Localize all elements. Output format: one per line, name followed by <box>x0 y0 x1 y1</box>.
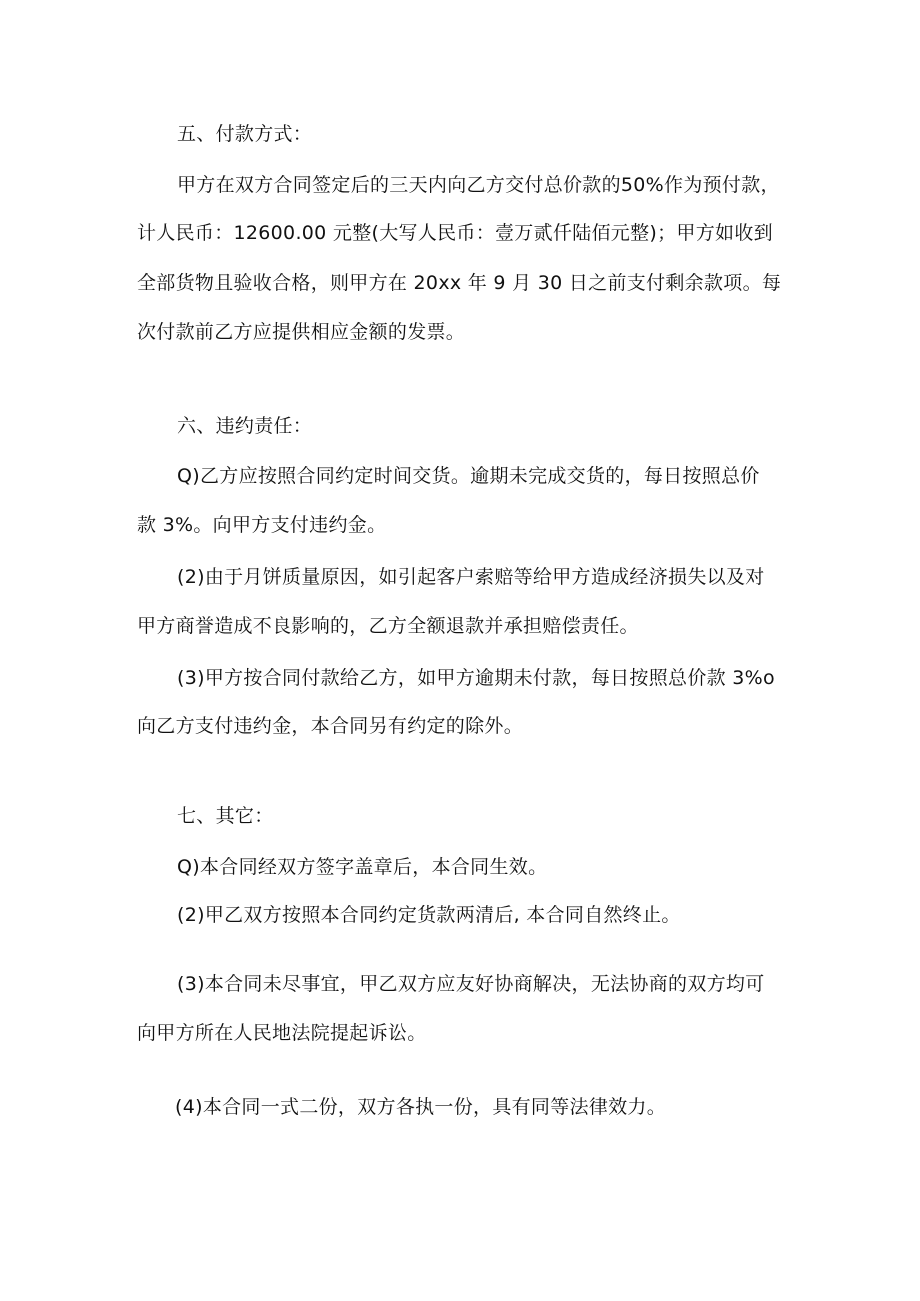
section-heading-payment: 五、付款方式： <box>177 123 313 145</box>
breach-item-3-line-1: (3)甲方按合同付款给乙方，如甲方逾期未付款，每日按照总价款 3%o <box>177 667 775 689</box>
other-item-1: Q)本合同经双方签字盖章后，本合同生效。 <box>177 856 548 878</box>
other-item-3-line-2: 向甲方所在人民地法院提起诉讼。 <box>137 1022 427 1044</box>
section-heading-other: 七、其它： <box>177 805 274 827</box>
section-heading-breach: 六、违约责任： <box>177 415 313 437</box>
breach-item-3-line-2: 向乙方支付违约金，本合同另有约定的除外。 <box>137 715 524 737</box>
breach-item-2-line-1: (2)由于月饼质量原因，如引起客户索赔等给甲方造成经济损失以及对 <box>177 566 765 588</box>
other-item-4: (4)本合同一式二份，双方各执一份，具有同等法律效力。 <box>175 1096 667 1118</box>
payment-para-line-3: 全部货物且验收合格，则甲方在 20xx 年 9 月 30 日之前支付剩余款项。每 <box>137 272 782 294</box>
breach-item-1-line-1: Q)乙方应按照合同约定时间交货。逾期未完成交货的，每日按照总价 <box>177 465 760 487</box>
breach-item-2-line-2: 甲方商誉造成不良影响的，乙方全额退款并承担赔偿责任。 <box>137 615 639 637</box>
other-item-2: (2)甲乙双方按照本合同约定货款两清后, 本合同自然终止。 <box>177 904 681 926</box>
payment-para-line-1: 甲方在双方合同签定后的三天内向乙方交付总价款的50%作为预付款， <box>177 174 780 196</box>
payment-para-line-2: 计人民币：12600.00 元整(大写人民币：壹万贰仟陆佰元整)；甲方如收到 <box>137 222 773 244</box>
other-item-3-line-1: (3)本合同未尽事宜，甲乙双方应友好协商解决，无法协商的双方均可 <box>177 973 765 995</box>
payment-para-line-4: 次付款前乙方应提供相应金额的发票。 <box>137 321 466 343</box>
breach-item-1-line-2: 款 3%。向甲方支付违约金。 <box>137 514 387 536</box>
